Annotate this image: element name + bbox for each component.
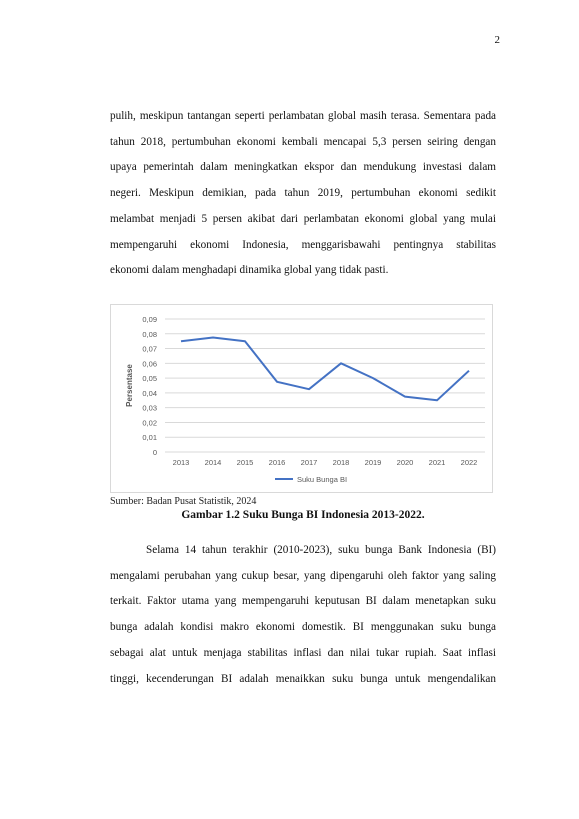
- paragraph-line: tinggi, kecenderungan BI adalah menaikkan suku bunga untuk mengendalikan: [110, 672, 496, 685]
- y-tick-label: 0,08: [142, 329, 157, 339]
- paragraph-line: mengalami perubahan yang cukup besar, yang dipengaruhi oleh faktor yang saling: [110, 569, 496, 582]
- paragraph-line: Selama 14 tahun terakhir (2010-2023), suku bunga Bank Indonesia (BI): [146, 544, 496, 556]
- paragraph-line: pulih, meskipun tantangan seperti perlambatan global masih terasa. Sementara pada: [110, 110, 496, 122]
- y-tick-label: 0,05: [142, 374, 157, 384]
- x-tick-label: 2013: [172, 458, 190, 467]
- x-tick-label: 2021: [428, 458, 446, 467]
- paragraph-line: terkait. Faktor utama yang mempengaruhi keputusan BI dalam menetapkan suku: [110, 595, 496, 608]
- y-tick-label: 0,09: [142, 315, 157, 324]
- x-tick-label: 2015: [236, 458, 254, 467]
- chart-svg: [111, 305, 494, 494]
- paragraph-line: ekonomi dalam menghadapi dinamika global yang tidak pasti.: [110, 264, 389, 277]
- paragraph-line: negeri. Meskipun demikian, pada tahun 2019, pertumbuhan ekonomi sedikit: [110, 187, 496, 200]
- legend-label: Suku Bunga BI: [297, 475, 348, 484]
- series-line: [181, 338, 469, 401]
- paragraph-line: upaya pemerintah dalam meningkatkan ekspor dan mendukung investasi dalam: [110, 161, 496, 174]
- figure-caption: Gambar 1.2 Suku Bunga BI Indonesia 2013-2022.: [181, 509, 425, 521]
- paragraph-line: melambat menjadi 5 persen akibat dari perlambatan ekonomi global yang mulai: [110, 212, 496, 225]
- x-tick-label: 2022: [460, 458, 478, 467]
- x-tick-label: 2016: [268, 458, 286, 467]
- figure-source: Sumber: Badan Pusat Statistik, 2024: [110, 496, 257, 507]
- paragraph-line: sebagai alat untuk menjaga stabilitas inflasi dan nilai tukar rupiah. Saat inflasi: [110, 646, 496, 659]
- page-number: 2: [494, 34, 500, 46]
- x-tick-label: 2017: [300, 458, 318, 467]
- paragraph-line: bunga adalah kondisi makro ekonomi domestik. BI menggunakan suku bunga: [110, 621, 496, 634]
- y-tick-label: 0,07: [142, 344, 157, 354]
- y-axis-title: Persentase: [125, 364, 134, 407]
- y-tick-label: 0,03: [142, 403, 157, 413]
- paragraph-line: tahun 2018, pertumbuhan ekonomi kembali mencapai 5,3 persen seiring dengan: [110, 135, 496, 148]
- x-tick-label: 2014: [204, 458, 222, 467]
- y-tick-label: 0,02: [142, 418, 157, 428]
- y-tick-label: 0: [152, 448, 157, 457]
- y-tick-label: 0,04: [142, 388, 157, 398]
- x-tick-label: 2019: [364, 458, 382, 467]
- paragraph-1: [110, 104, 496, 284]
- x-tick-label: 2018: [332, 458, 350, 467]
- x-tick-label: 2020: [396, 458, 414, 467]
- y-tick-label: 0,01: [142, 433, 157, 443]
- y-tick-label: 0,06: [142, 359, 157, 369]
- paragraph-line: mempengaruhi ekonomi Indonesia, menggarisbawahi pentingnya stabilitas: [110, 238, 496, 251]
- paragraph-2: [110, 538, 496, 692]
- line-chart: [110, 304, 493, 493]
